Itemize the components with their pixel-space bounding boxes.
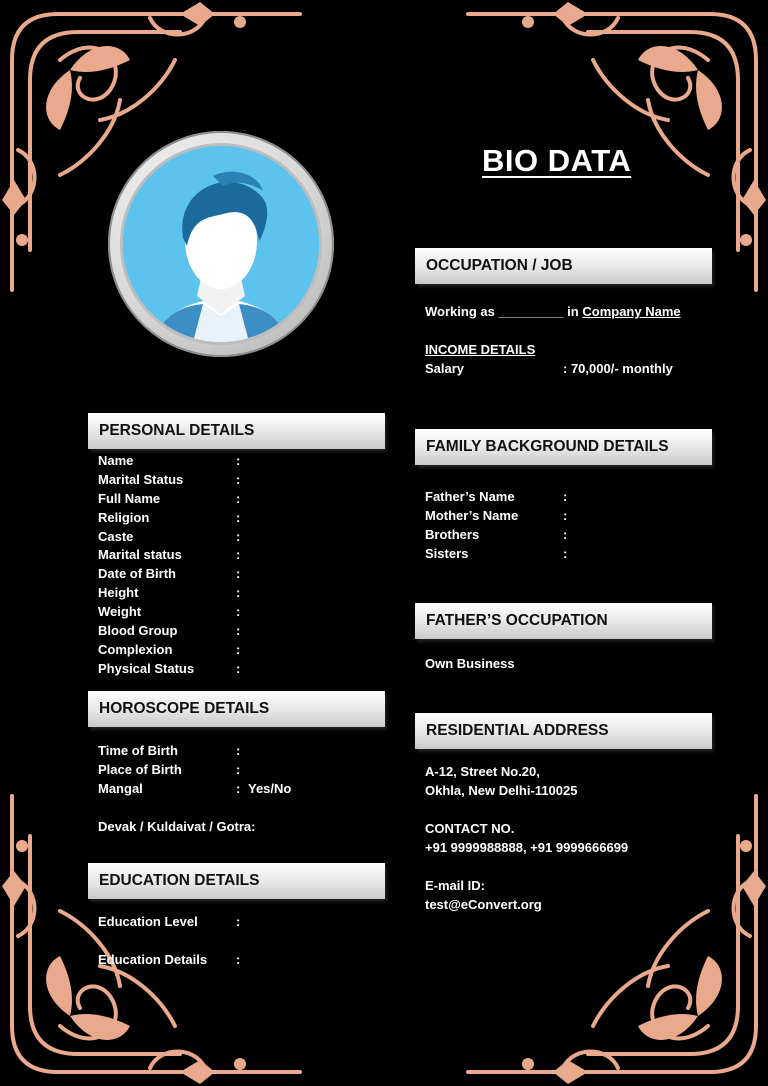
address-line-2: Okhla, New Delhi-110025	[425, 783, 578, 798]
family-details-list	[425, 488, 585, 564]
field-label: Date of Birth	[98, 566, 176, 582]
field-separator: :	[236, 780, 241, 796]
list-item	[98, 603, 258, 622]
field-separator: :	[563, 526, 568, 542]
list-item	[98, 490, 258, 509]
field-separator: :	[563, 545, 568, 561]
list-item	[98, 584, 258, 603]
working-as-line	[425, 302, 681, 321]
family-background-header: FAMILY BACKGROUND DETAILS	[415, 429, 712, 465]
father-occupation-value: Own Business	[425, 656, 515, 671]
working-as-blank: _________	[498, 304, 564, 319]
field-value: Yes/No	[248, 780, 292, 796]
education-level-sep: :	[236, 914, 241, 929]
education-details-label: Education Details	[98, 952, 208, 967]
field-label: Physical Status	[98, 660, 195, 676]
list-item	[98, 471, 258, 490]
field-separator: :	[236, 566, 241, 582]
field-label: Marital Status	[98, 471, 184, 487]
field-label: Religion	[98, 509, 150, 525]
list-item	[98, 452, 258, 471]
personal-details-header: PERSONAL DETAILS	[88, 413, 385, 449]
list-item	[98, 546, 258, 565]
field-separator: :	[563, 489, 568, 504]
field-separator: :	[236, 604, 241, 620]
income-details-label: INCOME DETAILS	[425, 342, 536, 357]
field-separator: :	[236, 743, 241, 758]
field-label: Caste	[98, 528, 134, 544]
horoscope-details-list	[98, 742, 328, 799]
field-separator: :	[236, 585, 241, 601]
field-label: Mangal	[98, 780, 143, 796]
list-item	[425, 545, 585, 564]
personal-details-list	[98, 452, 258, 679]
list-item	[98, 761, 328, 780]
field-label: Marital status	[98, 547, 182, 563]
field-separator: :	[236, 453, 241, 468]
person-avatar-icon	[123, 146, 319, 342]
contact-label: CONTACT NO.	[425, 821, 515, 836]
education-details-sep: :	[236, 952, 241, 967]
in-label: in	[567, 304, 579, 319]
field-label: Time of Birth	[98, 743, 178, 758]
education-level-label: Education Level	[98, 914, 198, 929]
list-item	[425, 526, 585, 545]
field-label: Weight	[98, 604, 142, 620]
father-occupation-header: FATHER’S OCCUPATION	[415, 603, 712, 639]
list-item	[98, 528, 258, 547]
profile-photo	[108, 131, 334, 357]
email-value[interactable]: test@eConvert.org	[425, 897, 542, 912]
list-item	[98, 641, 258, 660]
salary-label: Salary	[425, 361, 465, 376]
list-item	[98, 509, 258, 528]
page-title: BIO DATA	[482, 143, 632, 178]
horoscope-details-header: HOROSCOPE DETAILS	[88, 691, 385, 727]
education-details-header: EDUCATION DETAILS	[88, 863, 385, 899]
field-label: Mother’s Name	[425, 507, 519, 523]
list-item	[425, 488, 585, 507]
field-separator: :	[236, 528, 241, 544]
field-label: Height	[98, 585, 139, 601]
salary-value: : 70,000/- monthly	[563, 361, 673, 376]
field-separator: :	[236, 761, 241, 777]
residential-address-header: RESIDENTIAL ADDRESS	[415, 713, 712, 749]
field-label: Full Name	[98, 490, 161, 506]
field-label: Place of Birth	[98, 761, 182, 777]
field-separator: :	[236, 547, 241, 563]
company-name: Company Name	[582, 304, 681, 319]
field-separator: :	[563, 507, 568, 523]
field-separator: :	[236, 490, 241, 506]
gotra-label: Devak / Kuldaivat / Gotra:	[98, 819, 256, 834]
working-as-label: Working as	[425, 304, 495, 319]
field-label: Brothers	[425, 526, 480, 542]
field-separator: :	[236, 623, 241, 639]
list-item	[98, 780, 328, 799]
list-item	[98, 622, 258, 641]
list-item	[98, 565, 258, 584]
list-item	[98, 660, 258, 679]
address-line-1: A-12, Street No.20,	[425, 764, 540, 779]
list-item	[425, 507, 585, 526]
email-label: E-mail ID:	[425, 878, 485, 893]
occupation-header: OCCUPATION / JOB	[415, 248, 712, 284]
field-separator: :	[236, 641, 241, 657]
field-separator: :	[236, 471, 241, 487]
field-separator: :	[236, 660, 241, 676]
field-label: Blood Group	[98, 623, 178, 639]
field-label: Name	[98, 453, 134, 468]
list-item	[98, 742, 328, 761]
field-label: Father’s Name	[425, 489, 515, 504]
field-label: Complexion	[98, 641, 173, 657]
field-separator: :	[236, 509, 241, 525]
contact-value: +91 9999988888, +91 9999666699	[425, 840, 629, 855]
field-label: Sisters	[425, 545, 469, 561]
